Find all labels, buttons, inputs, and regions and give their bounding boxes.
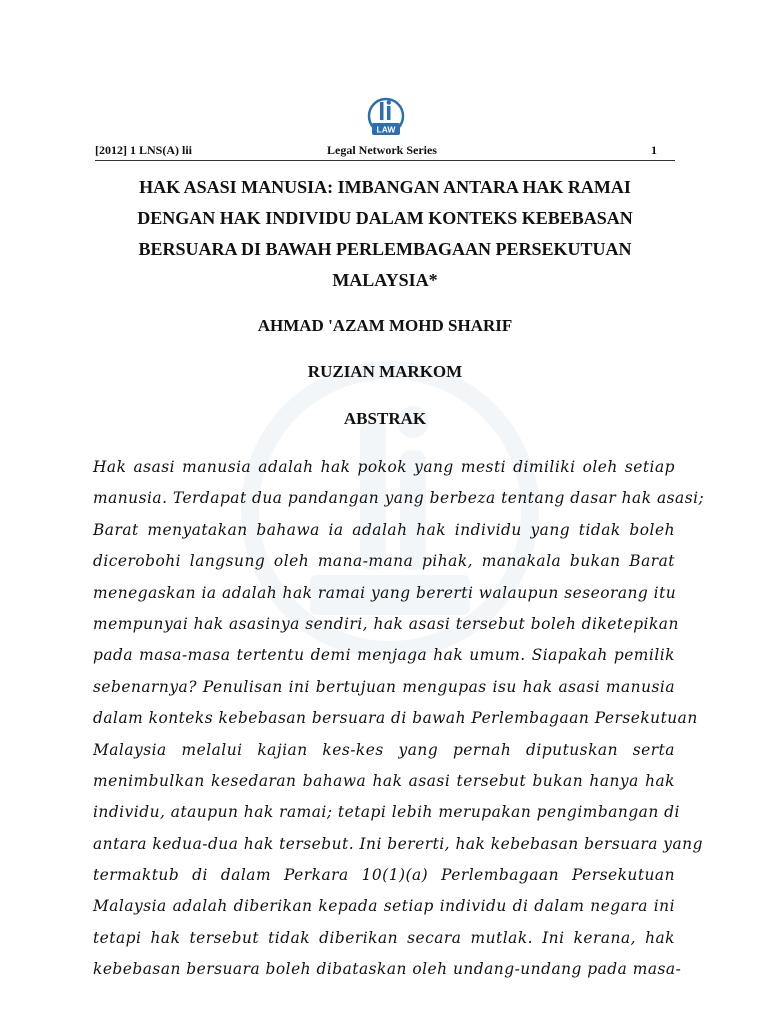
abstract-body: [93, 452, 705, 986]
abstract-line: tetapi hak tersebut tidak diberikan secara mutlak. Ini kerana, hak: [93, 928, 675, 947]
citation: [2012] 1 LNS(A) lii: [95, 143, 192, 157]
abstract-line: Malaysia adalah diberikan kepada setiap individu di dalam negara ini: [93, 897, 675, 916]
abstract-line: pada masa-masa tertentu demi menjaga hak umum. Siapakah pemilik: [93, 646, 675, 665]
series-name: Legal Network Series: [327, 143, 437, 157]
title-line: BERSUARA DI BAWAH PERLEMBAGAAN PERSEKUTUAN: [138, 239, 632, 259]
abstract-line: sebenarnya? Penulisan ini bertujuan mengupas isu hak asasi manusia: [93, 677, 675, 696]
cli-law-logo-icon: [364, 96, 408, 140]
abstract-heading: ABSTRAK: [343, 409, 427, 428]
abstract-line: menimbulkan kesedaran bahawa hak asasi tersebut bukan hanya hak: [93, 771, 675, 790]
page-number: 1: [651, 143, 657, 157]
abstract-line: termaktub di dalam Perkara 10(1)(a) Perlembagaan Persekutuan: [93, 866, 675, 885]
abstract-line: antara kedua-dua hak tersebut. Ini bererti, hak kebebasan bersuara yang: [93, 834, 703, 853]
abstract-line: individu, ataupun hak ramai; tetapi lebih merupakan pengimbangan di: [93, 803, 680, 822]
abstract-line: manusia. Terdapat dua pandangan yang berbeza tentang dasar hak asasi;: [93, 489, 705, 508]
author-name: AHMAD 'AZAM MOHD SHARIF: [257, 316, 513, 335]
abstract-line: mempunyai hak asasinya sendiri, hak asasi tersebut boleh diketepikan: [93, 614, 679, 633]
title-line: HAK ASASI MANUSIA: IMBANGAN ANTARA HAK RAMAI: [139, 177, 631, 197]
abstract-line: menegaskan ia adalah hak ramai yang bererti walaupun seseorang itu: [93, 583, 677, 602]
abstract-line: Malaysia melalui kajian kes-kes yang pernah diputuskan serta: [93, 740, 675, 759]
abstract-line: dalam konteks kebebasan bersuara di bawah Perlembagaan Persekutuan: [93, 709, 698, 728]
abstract-line: dicerobohi langsung oleh mana-mana pihak, manakala bukan Barat: [93, 552, 675, 571]
logo-text: LAW: [376, 124, 396, 135]
title-line: DENGAN HAK INDIVIDU DALAM KONTEKS KEBEBASAN: [137, 208, 633, 228]
running-header: [95, 142, 675, 161]
title-line: MALAYSIA*: [332, 270, 438, 290]
abstract-line: kebebasan bersuara boleh dibataskan oleh undang-undang pada masa-: [93, 960, 682, 979]
abstract-line: Barat menyatakan bahawa ia adalah hak individu yang tidak boleh: [93, 520, 675, 539]
author-name: RUZIAN MARKOM: [307, 362, 463, 381]
abstract-line: Hak asasi manusia adalah hak pokok yang mesti dimiliki oleh setiap: [93, 458, 675, 476]
article-title: [95, 172, 675, 296]
